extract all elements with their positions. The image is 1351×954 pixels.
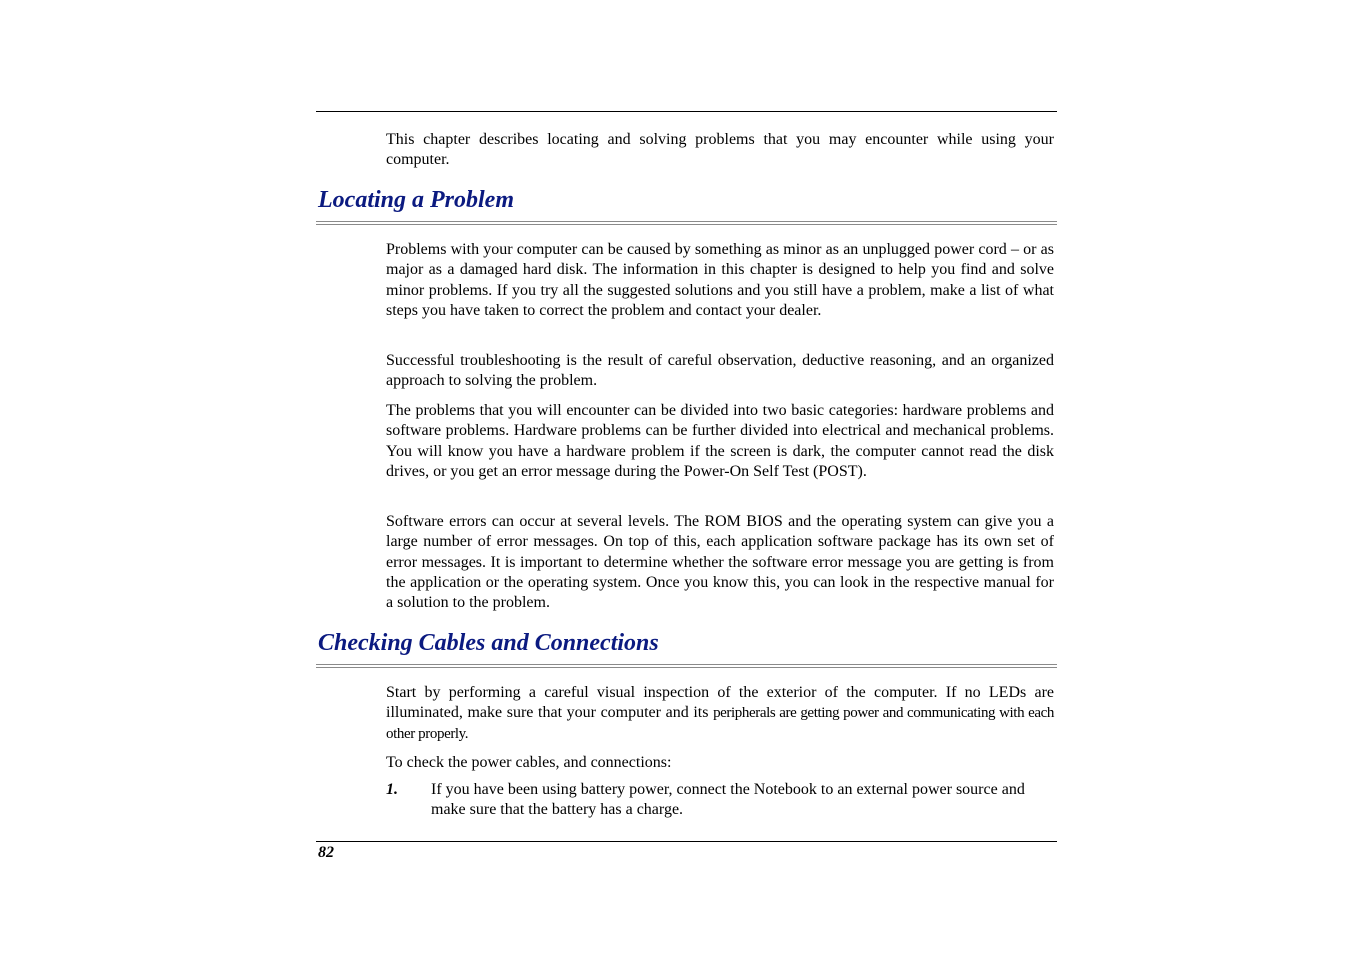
cables-paragraph-2: To check the power cables, and connections: xyxy=(386,754,672,771)
list-item-number: 1. xyxy=(386,781,398,798)
section-rule-locating xyxy=(316,221,1057,225)
page-number: 82 xyxy=(318,844,334,861)
locating-paragraph-3: The problems that you will encounter can be divided into two basic categories: hardware problems and software problems. Hardware problems can be further divided into electrical and mechanical problems. You will know you have a hardware problem if the screen is dark, the computer cannot read the disk drives, or you get an error message during the Power-On Self Test (POST). xyxy=(386,402,1054,480)
section-rule-cables xyxy=(316,664,1057,668)
cables-paragraph-1-main: Start by performing a careful visual inspection of the exterior of the computer. If no LEDs are illuminated, make sure that your computer and its xyxy=(386,684,1054,722)
section-heading-cables: Checking Cables and Connections xyxy=(318,630,659,656)
top-rule xyxy=(316,111,1057,112)
locating-paragraph-1: Problems with your computer can be caused by something as minor as an unplugged power cord – or as major as a damaged hard disk. The information in this chapter is designed to help you find and solve minor problems. If you try all the suggested solutions and you still have a problem, make a list of what steps you have taken to correct the problem and contact your dealer. xyxy=(386,241,1054,319)
bottom-rule xyxy=(316,841,1057,842)
section-heading-locating: Locating a Problem xyxy=(318,187,514,213)
cables-paragraph-1-tail: peripherals are getting power and communicating with each other properly. xyxy=(386,705,1055,742)
intro-paragraph: This chapter describes locating and solving problems that you may encounter while using your computer. xyxy=(386,131,1054,169)
cables-paragraph-1 xyxy=(386,683,1054,744)
locating-paragraph-2: Successful troubleshooting is the result of careful observation, deductive reasoning, and an organized approach to solving the problem. xyxy=(386,352,1054,390)
list-item-text: If you have been using battery power, connect the Notebook to an external power source and make sure that the battery has a charge. xyxy=(431,781,1025,818)
locating-paragraph-4: Software errors can occur at several levels. The ROM BIOS and the operating system can give you a large number of error messages. On top of this, each application software package has its own set of error messages. It is important to determine whether the software error message you are getting is from the application or the operating system. Once you know this, you can look in the respective manual for a solution to the problem. xyxy=(386,513,1054,612)
